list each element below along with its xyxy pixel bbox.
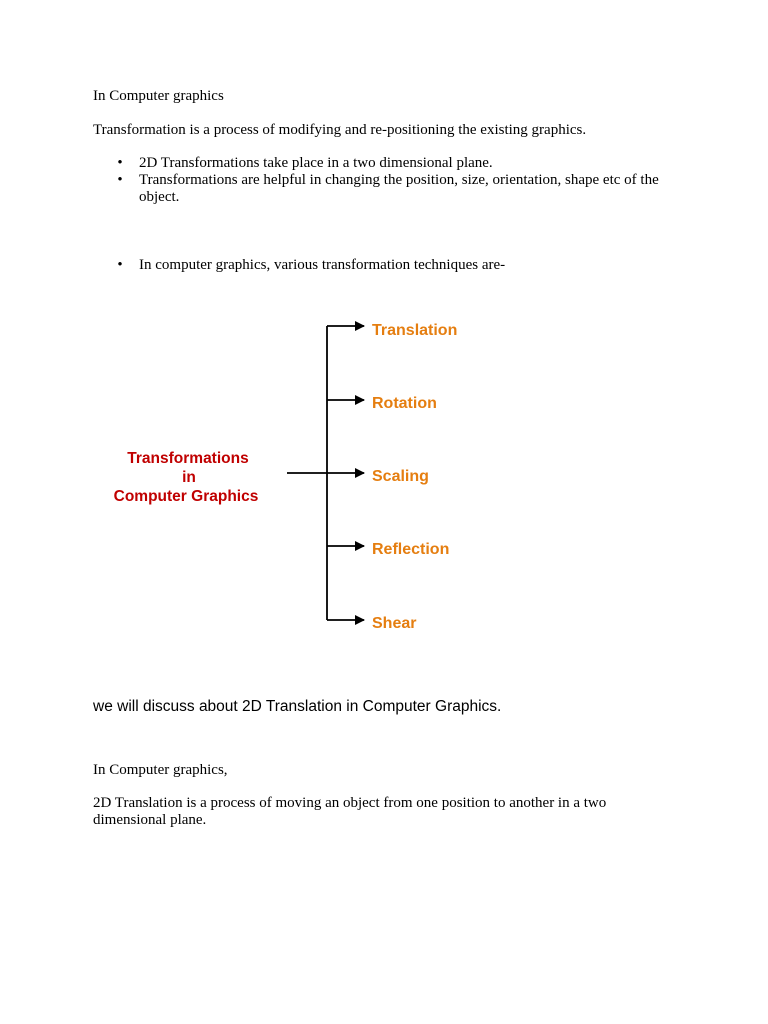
root-label-line-3: Computer Graphics: [113, 488, 259, 505]
bullet-icon: •: [117, 257, 123, 273]
section2-heading: In Computer graphics,: [93, 762, 228, 778]
root-label-line-1: Transformations: [127, 450, 249, 467]
section2-definition: 2D Translation is a process of moving an object from one position to another in a two dimensional plane.: [93, 795, 607, 828]
bullet-icon: •: [117, 172, 123, 188]
branch-label-scaling: Scaling: [372, 468, 429, 485]
list-item: [93, 155, 675, 172]
root-label-line-2: in: [182, 469, 196, 486]
techniques-bullet-list: [93, 257, 675, 274]
feature-bullet-list: [93, 155, 675, 206]
branch-label-rotation: Rotation: [372, 395, 437, 412]
intro-heading: In Computer graphics: [93, 88, 224, 104]
bullet-icon: •: [117, 155, 123, 171]
discussion-text: we will discuss about 2D Translation in Computer Graphics.: [93, 698, 502, 715]
branch-label-reflection: Reflection: [372, 541, 450, 558]
intro-definition: Transformation is a process of modifying and re-positioning the existing graphics.: [93, 122, 587, 138]
list-item: [93, 257, 675, 274]
transformations-diagram: [0, 300, 768, 640]
branch-label-translation: Translation: [372, 322, 458, 339]
bullet-text: Transformations are helpful in changing the position, size, orientation, shape etc of the object.: [139, 172, 659, 205]
bullet-text: 2D Transformations take place in a two dimensional plane.: [139, 155, 493, 171]
list-item: [93, 172, 675, 206]
branch-label-shear: Shear: [372, 615, 417, 632]
bullet-text: In computer graphics, various transformation techniques are-: [139, 257, 506, 273]
